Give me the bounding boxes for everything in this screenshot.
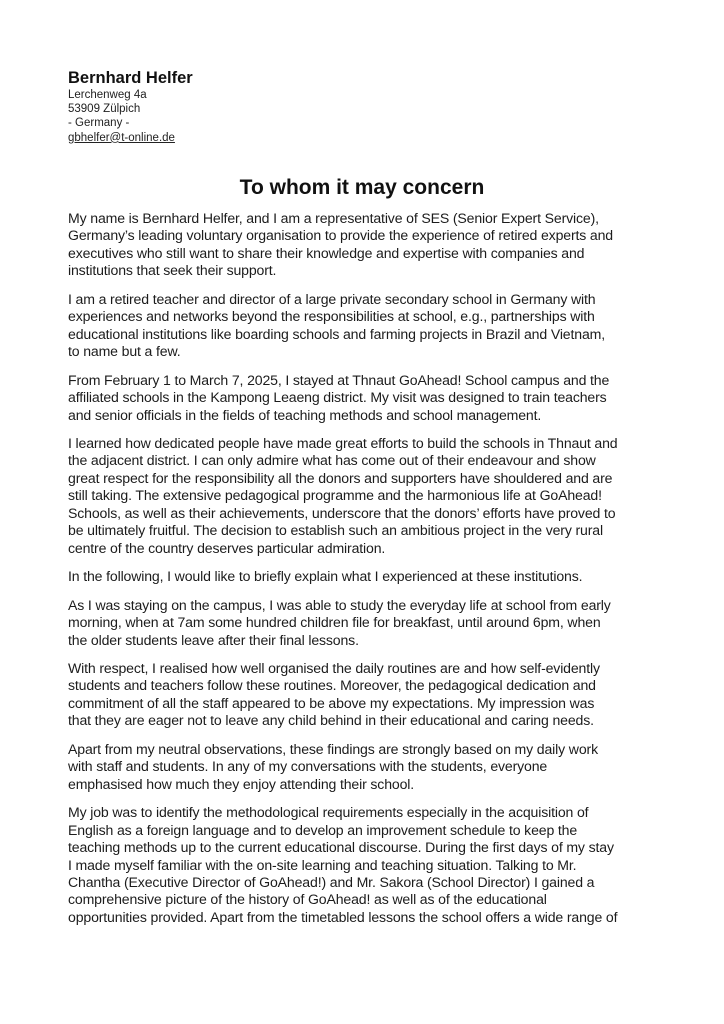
text-line: students and teachers follow these routines. Moreover, the pedagogical dedication and [68,677,596,694]
text-line: I learned how dedicated people have made great efforts to build the schools in Thnaut and [68,434,618,451]
letter-body [68,210,668,937]
text-line: Germany’s leading voluntary organisation to provide the experience of retired experts and [68,227,613,244]
text-line: executives who still want to share their knowledge and expertise with companies and [68,244,585,261]
text-line: centre of the country deserves particular admiration. [68,539,386,556]
text-line: commitment of all the staff appeared to be above my expectations. My impression was [68,694,595,711]
text-line: experiences and networks beyond the responsibilities at school, e.g., partnerships with [68,308,595,325]
body-paragraph [68,210,668,280]
text-line: the adjacent district. I can only admire what has come out of their endeavour and show [68,452,596,469]
text-line: Chantha (Executive Director of GoAhead!) and Mr. Sakora (School Director) I gained a [68,873,595,890]
sender-block [68,68,193,145]
text-line: My name is Bernhard Helfer, and I am a representative of SES (Senior Expert Service), [68,210,599,226]
text-line: With respect, I realised how well organised the daily routines are and how self-evidently [68,659,600,676]
body-paragraph [68,372,668,424]
text-line: that they are eager not to leave any child behind in their educational and caring needs. [68,712,594,729]
text-line: great respect for the responsibility all the donors and supporters have shouldered and are [68,469,613,486]
text-line: morning, when at 7am some hundred children file for breakfast, until around 6pm, when [68,614,601,631]
text-line: comprehensive picture of the history of GoAhead! as well as of the educational [68,891,547,908]
body-paragraph [68,291,668,361]
text-line: I am a retired teacher and director of a large private secondary school in Germany with [68,290,596,307]
body-paragraph [68,597,668,649]
text-line: Schools, as well as their achievements, underscore that the donors’ efforts have proved to [68,504,616,521]
text-line: From February 1 to March 7, 2025, I stayed at Thnaut GoAhead! School campus and the [68,371,610,388]
text-line: the older students leave after their final lessons. [68,631,359,648]
sender-email-link[interactable]: gbhelfer@t-online.de [68,131,175,144]
text-line: still taking. The extensive pedagogical programme and the harmonious life at GoAhead! [68,487,602,504]
text-line: teaching methods up to the current educational discourse. During the first days of my stay [68,839,614,856]
body-paragraph [68,660,668,730]
letter-title: To whom it may concern [239,176,485,199]
text-line: Apart from my neutral observations, these findings are strongly based on my daily work [68,740,598,757]
body-paragraph [68,568,668,585]
sender-name: Bernhard Helfer [68,69,193,87]
text-line: opportunities provided. Apart from the timetabled lessons the school offers a wide range of [68,908,618,925]
sender-street: Lerchenweg 4a [68,89,147,101]
text-line: to name but a few. [68,343,181,360]
text-line: affiliated schools in the Kampong Leaeng district. My visit was designed to train teachers [68,389,607,406]
text-line: As I was staying on the campus, I was able to study the everyday life at school from early [68,596,611,613]
text-line: be ultimately fruitful. The decision to establish such an ambitious project in the very rural [68,522,603,539]
text-line: emphasised how much they enjoy attending their school. [68,775,415,792]
body-paragraph [68,435,668,557]
text-line: with staff and students. In any of my conversations with the students, everyone [68,758,548,775]
sender-country: - Germany - [68,117,130,130]
text-line: I made myself familiar with the on-site learning and teaching situation. Talking to Mr. [68,856,577,873]
text-line: and senior officials in the fields of teaching methods and school management. [68,406,542,423]
text-line: In the following, I would like to briefly explain what I experienced at these institutions. [68,568,583,585]
text-line: educational institutions like boarding schools and farming projects in Brazil and Vietnam, [68,325,605,342]
text-line: institutions that seek their support. [68,262,277,279]
body-paragraph [68,741,668,793]
sender-city: 53909 Zülpich [68,103,141,116]
body-paragraph [68,804,668,926]
text-line: English as a foreign language and to develop an improvement schedule to keep the [68,821,578,838]
text-line: My job was to identify the methodological requirements especially in the acquisition of [68,804,589,821]
